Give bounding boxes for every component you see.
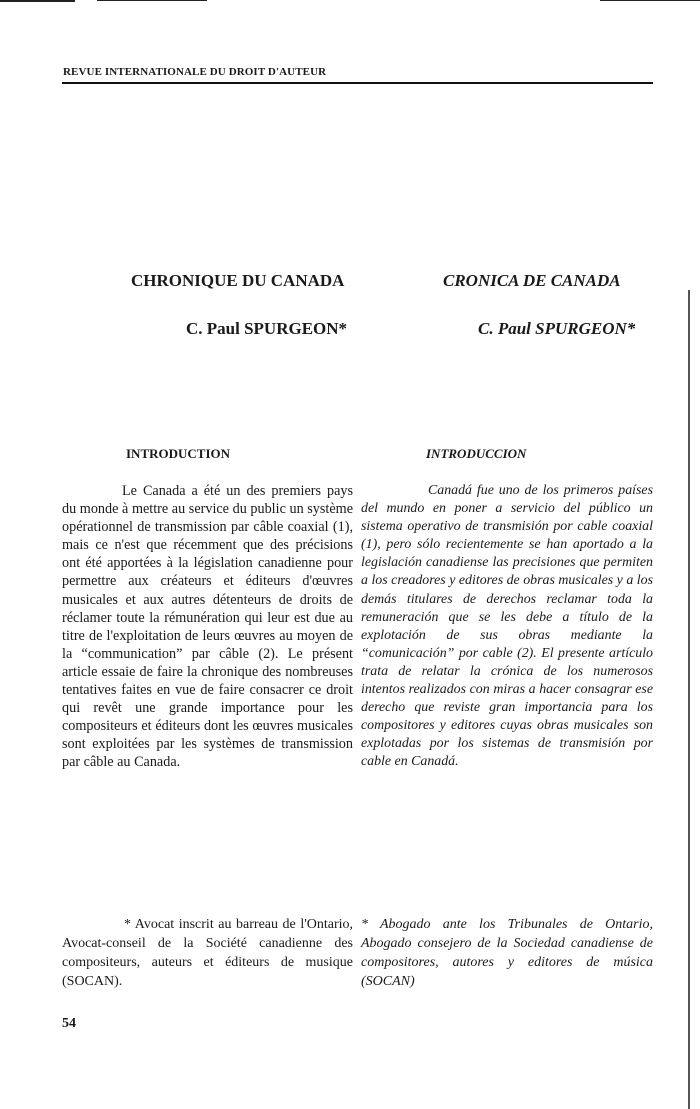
french-title: CHRONIQUE DU CANADA — [131, 271, 345, 290]
spanish-title: CRONICA DE CANADA — [443, 271, 621, 290]
header-rule — [62, 82, 653, 84]
french-footnote: * Avocat inscrit au barreau de l'Ontario, Avocat-conseil de la Société canadienne des compositeurs, auteurs et éditeurs de musique (SOCAN). — [62, 917, 353, 989]
spanish-section-heading: INTRODUCCION — [426, 446, 527, 461]
french-author: C. Paul SPURGEON* — [186, 319, 348, 338]
french-body-paragraph: Le Canada a été un des premiers pays du monde à mettre au service du public un système opérationnel de transmission par câble coaxial (1), mais ce n'est que récemment que des précisions ont été apportées à la législation canadienne pour permettre aux créateurs et éditeurs d'œuvres musicales et aux autres détenteurs de droits de réclamer toute la rémunération qui leur est due au titre de l'exploitation de leurs œuvres au moyen de la “communication” par câble (2). Le présent article essaie de faire la chronique des nombreuses tentatives faites en vue de faire consacrer ce droit qui revêt une grande importance pour les compositeurs et éditeurs dont les œuvres musicales sont exploitées par les systèmes de transmission par câble au Canada. — [62, 483, 353, 771]
scan-edge-mark — [600, 0, 700, 1]
french-section-heading: INTRODUCTION — [126, 446, 231, 461]
spanish-author: C. Paul SPURGEON* — [478, 319, 636, 338]
scan-edge-mark — [0, 0, 75, 2]
spanish-footnote: * Abogado ante los Tribunales de Ontario, Abogado consejero de la Sociedad canadiense de compositores, autores y editores de música (SOCAN) — [361, 917, 653, 989]
scan-edge-mark — [97, 0, 207, 1]
spanish-body-paragraph: Canadá fue uno de los primeros países del mundo en poner a servicio del público un sistema operativo de transmisión por cable coaxial (1), pero sólo recientemente se han aportado a la legislación canadiense las precisiones que permiten a los creadores y editores de obras musicales y a los demás titulares de derechos reclamar toda la remuneración que se les debe a título de la explotación de sus obras mediante la “comunicación” por cable (2). El presente artículo trata de relatar la crónica de los numerosos intentos realizados con miras a hacer consagrar ese derecho que reviste gran importancia para los compositores y editores cuyas obras musicales son explotadas por los sistemas de transmisión por cable en Canadá. — [361, 483, 653, 770]
page-edge-shadow — [688, 290, 690, 1109]
page-number: 54 — [62, 1016, 76, 1031]
running-head: REVUE INTERNATIONALE DU DROIT D'AUTEUR — [63, 66, 327, 78]
